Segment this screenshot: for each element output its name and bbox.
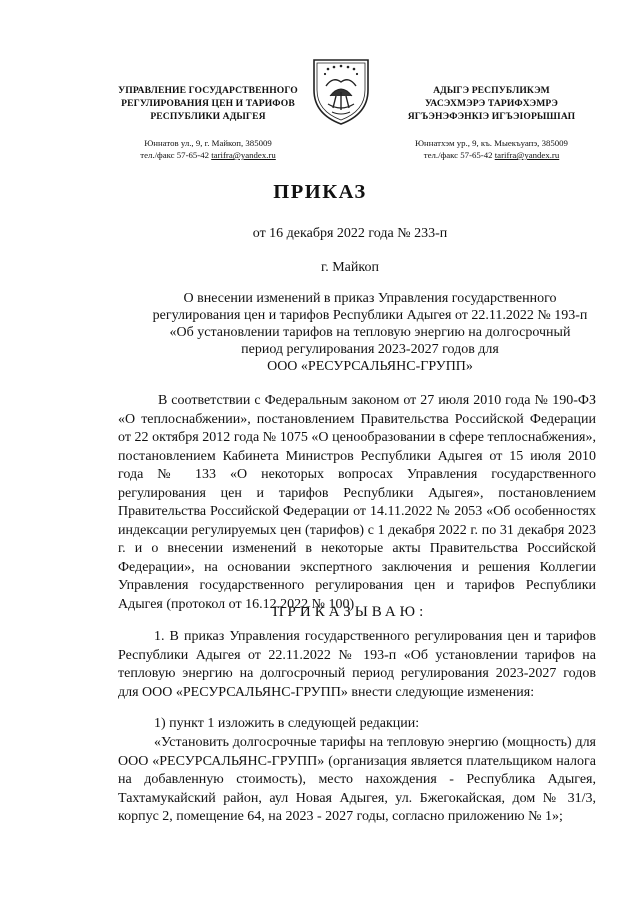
document-city: г. Майкоп <box>321 260 379 275</box>
address-right: Юннатхэм ур., 9, къ. Мыекъуапэ, 385009 тел./факс 57-65-42 tarifra@yandex.ru <box>415 138 568 160</box>
document-subject: О внесении изменений в приказ Управления государственного регулирования цен и тарифов Республики Адыгея от 22.11.2022 № 193-п «Об установлении тарифов на тепловую энергию на долгосрочный период регулирования 2023-2027 годов для ООО «РЕСУРСАЛЬЯНС-ГРУПП» <box>152 291 588 374</box>
document-title: ПРИКАЗ <box>273 181 367 203</box>
email-right[interactable]: tarifra@yandex.ru <box>494 150 560 160</box>
order-subitem-1: 1) пункт 1 изложить в следующей редакции: <box>154 716 420 731</box>
header-right-block <box>394 84 589 161</box>
org-name-left: УПРАВЛЕНИЕ ГОСУДАРСТВЕННОГО РЕГУЛИРОВАНИЯ ЦЕН И ТАРИФОВ РЕСПУБЛИКИ АДЫГЕЯ <box>118 85 298 122</box>
header-left-block <box>108 84 308 161</box>
order-item-1: 1. В приказ Управления государственного регулирования цен и тарифов Республики Адыгея от 22.11.2022 № 193-п «Об установлении тарифов на тепловую энергию на долгосрочный период регулирования 2023-2027 годов для ООО «РЕСУРСАЛЬЯНС-ГРУПП» внести следующие изменения: <box>118 629 596 700</box>
email-left[interactable]: tarifra@yandex.ru <box>211 150 276 160</box>
address-left: Юннатов ул., 9, г. Майкоп, 385009 тел./факс 57-65-42 tarifra@yandex.ru <box>140 138 276 160</box>
org-name-right: АДЫГЭ РЕСПУБЛИКЭМ УАСЭХМЭРЭ ТАРИФХЭМРЭ ЯГЪЭНЭФЭНКІЭ ИГЪЭІОРЫШІАП <box>407 85 576 122</box>
preamble-paragraph: В соответствии с Федеральным законом от 27 июля 2010 года № 190-ФЗ «О теплоснабжении», постановлением Правительства Российской Федерации от 22 октября 2012 года № 1075 «О ценообразовании в сфере теплоснабжения», постановлением Кабинета Министров Республики Адыгея от 15 июля 2010 года № 133 «О некоторых вопросах Управления государственного регулирования цен и тарифов Республики Адыгея», постановлением Правительства Российской Федерации от 14.11.2022 № 2053 «Об особенностях индексации регулируемых цен (тарифов) с 1 декабря 2022 г. по 31 декабря 2023 г. и о внесении изменений в некоторые акты Правительства Российской Федерации», на основании экспертного заключения и решения Коллегии Управления государственного регулирования цен и тарифов Республики Адыгея (протокол от 16.12.2022 № 100) <box>118 393 596 612</box>
order-quote: «Установить долгосрочные тарифы на тепловую энергию (мощность) для ООО «РЕСУРСАЛЬЯНС-ГРУПП» (организация является плательщиком налога на добавленную стоимость), место нахождения - Республика Адыгея, Тахтамукайский район, аул Новая Адыгея, ул. Бжегокайская, дом № 31/3, корпус 2, помещение 64, на 2023 - 2027 годы, согласно приложению № 1»; <box>118 735 596 824</box>
order-heading: ПРИКАЗЫВАЮ: <box>272 604 428 620</box>
document-date: от 16 декабря 2022 года № 233-п <box>252 226 448 241</box>
coat-of-arms-icon <box>306 52 376 127</box>
